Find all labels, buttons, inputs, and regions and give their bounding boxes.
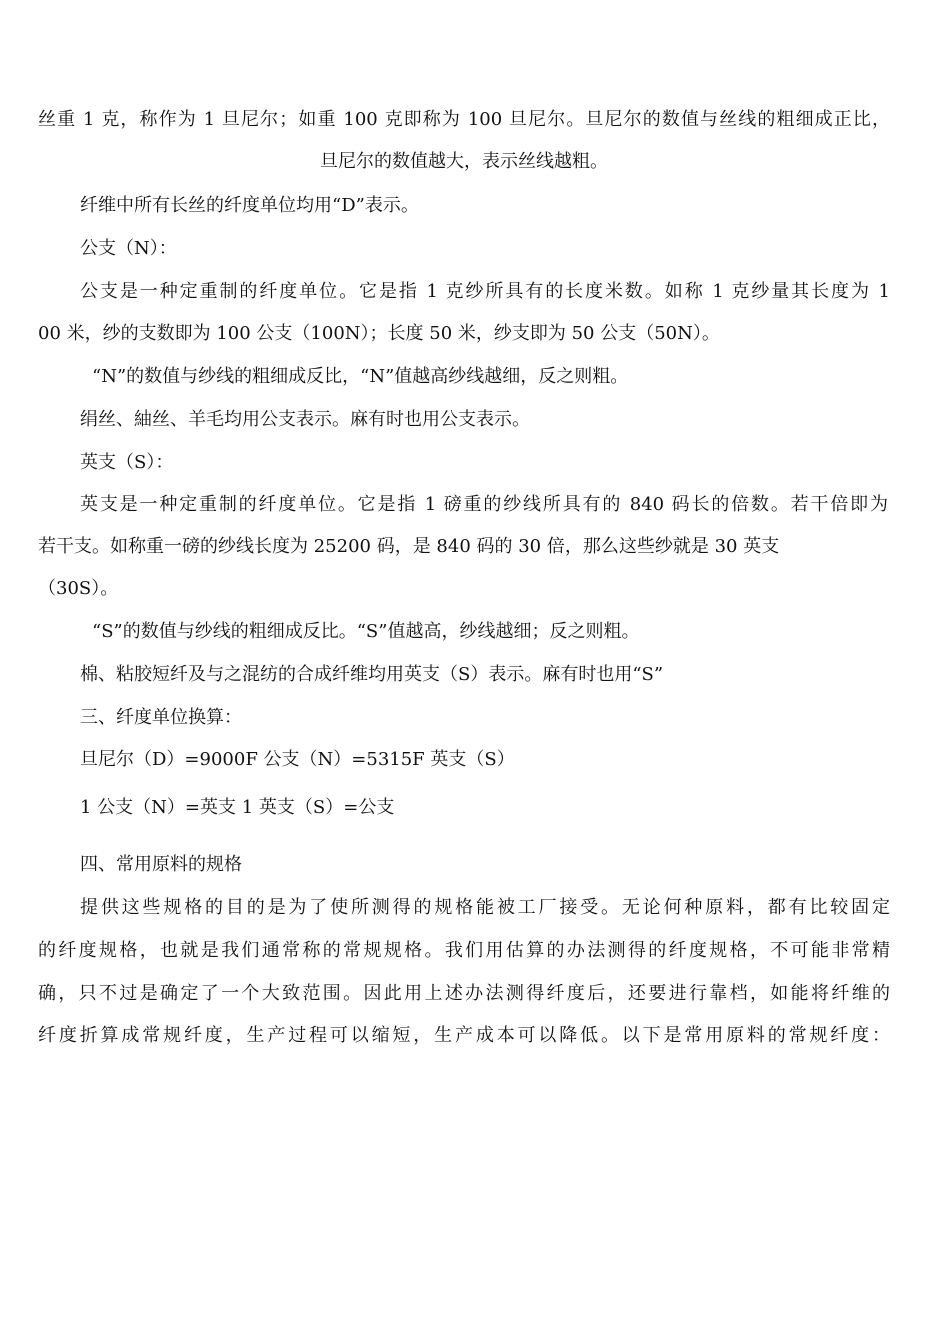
heading-metric-count: 公支（N）： — [80, 238, 177, 259]
para-n-inverse: “N”的数值与纱线的粗细成反比，“N”值越高纱线越细，反之则粗。 — [92, 366, 629, 387]
para-specs-line3: 确，只不过是确定了一个大致范围。因此用上述办法测得纤度后，还要进行靠档，如能将纤维的 — [38, 983, 890, 1004]
para-metric-line2: 00 米，纱的支数即为 100 公支（100N）；长度 50 米，纱支即为 50 公支（50N）。 — [38, 323, 720, 344]
para-english-line3: （30S）。 — [38, 578, 119, 599]
para-specs-line2: 的纤度规格，也就是我们通常称的常规规格。我们用估算的办法测得的纤度规格，不可能非常精 — [38, 940, 890, 961]
para-denier-line2: 旦尼尔的数值越大，表示丝线越粗。 — [320, 151, 608, 172]
para-n-materials: 绢丝、紬丝、羊毛均用公支表示。麻有时也用公支表示。 — [80, 409, 530, 430]
para-s-materials: 棉、粘胶短纤及与之混纺的合成纤维均用英支（S）表示。麻有时也用“S” — [80, 664, 664, 685]
para-filament-unit: 纤维中所有长丝的纤度单位均用“D”表示。 — [80, 195, 419, 216]
formula-conversion-1: 旦尼尔（D）=9000F 公支（N）=5315F 英支（S） — [80, 749, 515, 770]
para-metric-line1: 公支是一种定重制的纤度单位。它是指 1 克纱所具有的长度米数。如称 1 克纱量其长度为 1 — [80, 281, 890, 302]
para-denier-line1: 丝重 1 克，称作为 1 旦尼尔；如重 100 克即称为 100 旦尼尔。旦尼尔的数值与丝线的粗细成正比， — [38, 109, 890, 130]
heading-english-count: 英支（S）： — [80, 452, 174, 473]
formula-conversion-2: 1 公支（N）=英支 1 英支（S）=公支 — [80, 797, 395, 818]
para-english-line2: 若干支。如称重一磅的纱线长度为 25200 码，是 840 码的 30 倍，那么这些纱就是 30 英支 — [38, 536, 780, 557]
heading-common-specs: 四、常用原料的规格 — [80, 854, 242, 875]
heading-conversion: 三、纤度单位换算： — [80, 707, 242, 728]
para-english-line1: 英支是一种定重制的纤度单位。它是指 1 磅重的纱线所具有的 840 码长的倍数。若干倍即为 — [80, 494, 888, 515]
para-specs-line1: 提供这些规格的目的是为了使所测得的规格能被工厂接受。无论何种原料，都有比较固定 — [80, 897, 890, 918]
para-specs-line4: 纤度折算成常规纤度，生产过程可以缩短，生产成本可以降低。以下是常用原料的常规纤度： — [38, 1025, 890, 1046]
para-s-inverse: “S”的数值与纱线的粗细成反比。“S”值越高，纱线越细；反之则粗。 — [92, 621, 640, 642]
